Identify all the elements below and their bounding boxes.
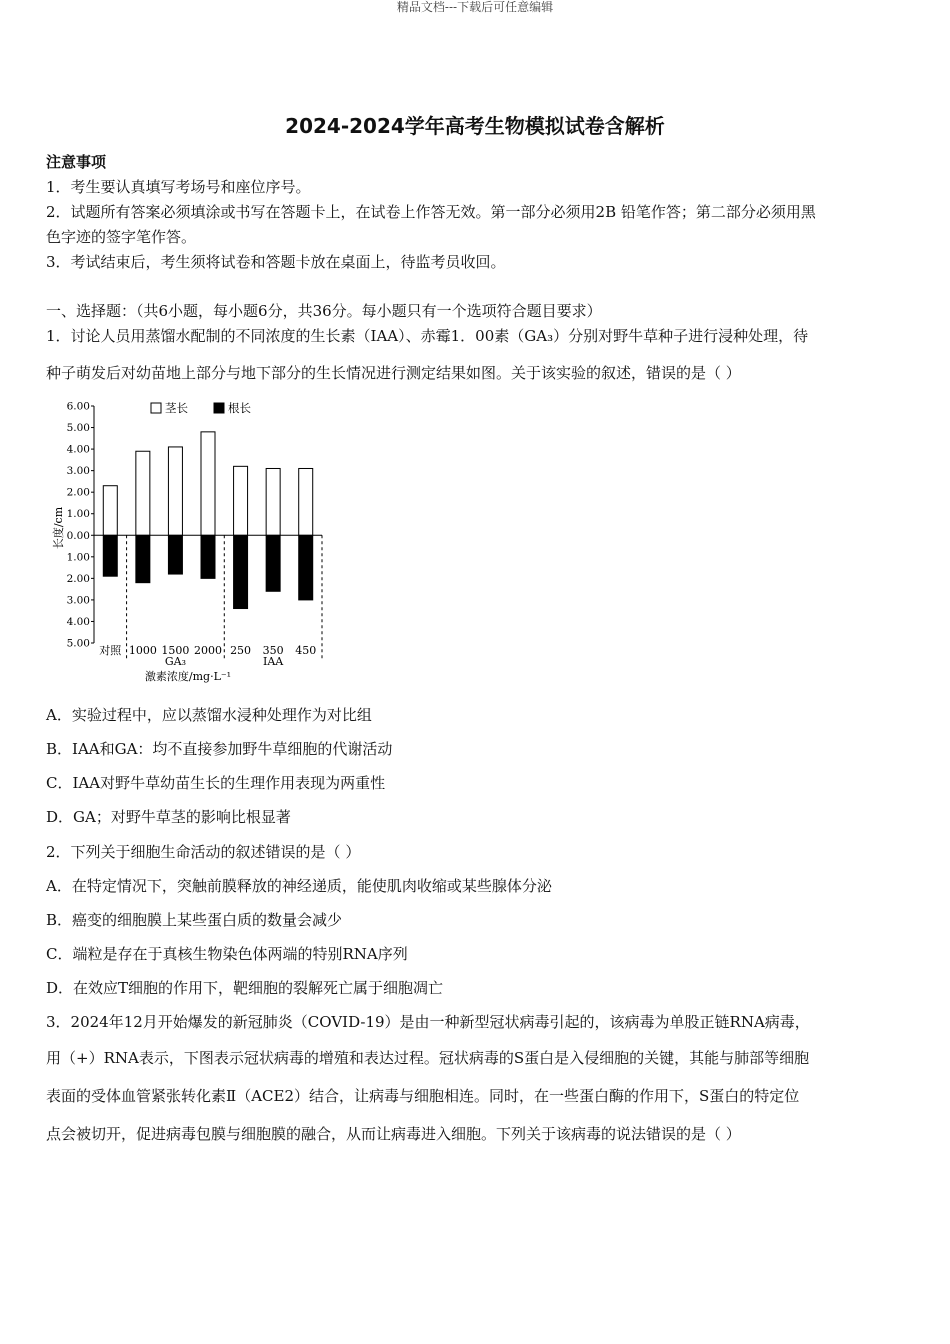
stem-bar [136, 451, 150, 535]
group-label: GA₃ [164, 655, 186, 668]
y-tick-label: 5.00 [66, 637, 90, 650]
legend-swatch-stem [151, 403, 161, 413]
notice-item: 2．试题所有答案必须填涂或书写在答题卡上，在试卷上作答无效。第一部分必须用2B 铅笔作答；第二部分必须用黑 [46, 203, 816, 221]
stem-bar [234, 466, 248, 535]
page-title: 2024-2024学年高考生物模拟试卷含解析 [285, 114, 665, 138]
q3-stem-line: 点会被切开，促进病毒包膜与细胞膜的融合，从而让病毒进入细胞。下列关于该病毒的说法错误的是（ ） [46, 1125, 741, 1143]
root-bar [299, 535, 313, 600]
stem-bar [103, 486, 117, 536]
stem-bar [266, 468, 280, 535]
y-tick-label: 6.00 [66, 400, 90, 413]
x-tick-label: 2000 [194, 644, 222, 657]
q3-stem-line: 3．2024年12月开始爆发的新冠肺炎（COVID-19）是由一种新型冠状病毒引起的，该病毒为单股正链RNA病毒， [46, 1013, 810, 1031]
y-tick-label: 4.00 [66, 615, 90, 628]
root-bar [234, 535, 248, 608]
q1-option-c: C．IAA对野牛草幼苗生长的生理作用表现为两重性 [46, 774, 386, 792]
group-label: IAA [263, 655, 284, 668]
y-axis-label: 长度/cm [52, 506, 65, 550]
notice-item: 色字迹的签字笔作答。 [46, 228, 197, 246]
q1-stem-line: 种子萌发后对幼苗地上部分与地下部分的生长情况进行测定结果如图。关于该实验的叙述，错误的是（ ） [46, 364, 741, 382]
stem-bar [168, 447, 182, 535]
stem-bar [299, 468, 313, 535]
q1-stem-line: 1．讨论人员用蒸馏水配制的不同浓度的生长素（IAA）、赤霉1．00素（GA₃）分别对野牛草种子进行浸种处理，待 [46, 327, 809, 345]
x-tick-label: 1500 [161, 644, 190, 657]
notice-item: 1．考生要认真填写考场号和座位序号。 [46, 178, 311, 196]
y-tick-label: 3.00 [66, 594, 90, 607]
q2-option-d: D．在效应T细胞的作用下，靶细胞的裂解死亡属于细胞凋亡 [46, 979, 444, 997]
y-tick-label: 3.00 [66, 465, 90, 478]
y-tick-label: 2.00 [66, 572, 90, 585]
y-tick-label: 1.00 [66, 508, 90, 521]
y-tick-label: 5.00 [66, 422, 90, 435]
q2-option-a: A．在特定情况下，突触前膜释放的神经递质，能使肌肉收缩或某些腺体分泌 [46, 877, 552, 895]
x-tick-label: 450 [295, 644, 317, 657]
y-tick-label: 4.00 [66, 443, 90, 456]
root-bar [136, 535, 150, 582]
y-tick-label: 0.00 [66, 529, 90, 542]
q2-option-c: C．端粒是存在于真核生物染色体两端的特别RNA序列 [46, 945, 408, 963]
q3-stem-line: 表面的受体血管紧张转化素Ⅱ（ACE2）结合，让病毒与细胞相连。同时，在一些蛋白酶的作用下，S蛋白的特定位 [46, 1087, 800, 1105]
notice-item: 3．考试结束后，考生须将试卷和答题卡放在桌面上，待监考员收回。 [46, 253, 506, 271]
q2-option-b: B．癌变的细胞膜上某些蛋白质的数量会减少 [46, 911, 343, 929]
legend-label-stem: 茎长 [165, 401, 188, 415]
q2-stem: 2．下列关于细胞生命活动的叙述错误的是（ ） [46, 843, 361, 861]
notice-heading: 注意事项 [46, 153, 107, 171]
section-heading: 一、选择题：（共6小题，每小题6分，共36分。每小题只有一个选项符合题目要求） [46, 302, 602, 320]
legend-swatch-root [214, 403, 224, 413]
x-tick-label: 250 [230, 644, 252, 657]
root-bar [201, 535, 215, 578]
root-bar [168, 535, 182, 574]
q1-option-b: B．IAA和GA：均不直接参加野牛草细胞的代谢活动 [46, 740, 393, 758]
bar-chart [46, 396, 336, 692]
y-tick-label: 2.00 [66, 486, 90, 499]
q1-option-d: D．GA；对野牛草茎的影响比根显著 [46, 808, 291, 826]
q3-stem-line: 用（+）RNA表示，下图表示冠状病毒的增殖和表达过程。冠状病毒的S蛋白是入侵细胞的关键，其能与肺部等细胞 [46, 1049, 810, 1067]
legend-label-root: 根长 [228, 401, 251, 415]
x-tick-label: 350 [262, 644, 284, 657]
y-tick-label: 1.00 [66, 551, 90, 564]
x-tick-label: 1000 [128, 644, 157, 657]
page-header: 精品文档---下载后可任意编辑 [396, 0, 554, 14]
root-bar [103, 535, 117, 576]
root-bar [266, 535, 280, 591]
x-axis-label: 激素浓度/mg·L⁻¹ [144, 670, 232, 683]
x-tick-label: 对照 [99, 644, 122, 657]
q1-option-a: A．实验过程中，应以蒸馏水浸种处理作为对比组 [46, 706, 372, 724]
stem-bar [201, 432, 215, 535]
